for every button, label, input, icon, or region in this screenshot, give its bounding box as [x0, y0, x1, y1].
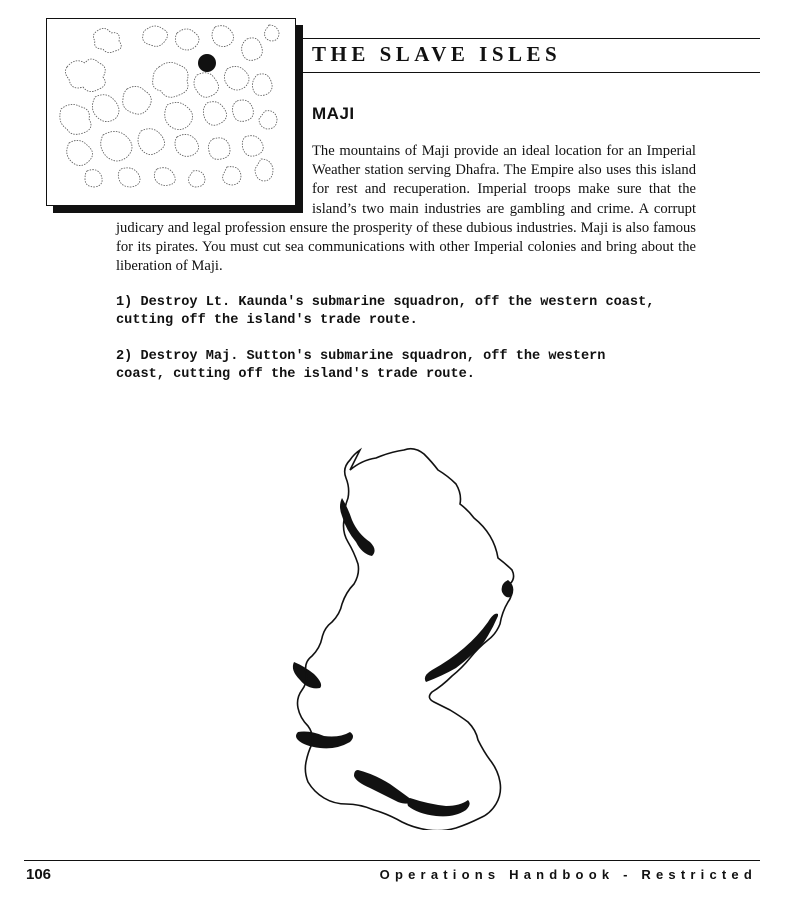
description-text: The mountains of Maji provide an ideal location for an Imperial Weather station serving Dhafra. The Empire also uses this island for rest and recuperation. Imperial troops make sure that the island’s two main industries are gambling and crime. A corrupt judicary and legal profession ensure the prosperity of these dubious industries. Maji is also famous for its pirates. You must cut sea communications with other Imperial colonies and bring about the liberation of Maji. — [116, 143, 696, 275]
maji-island-outline — [280, 440, 540, 830]
footer-rule — [24, 860, 760, 861]
island-name: MAJI — [312, 104, 355, 123]
handbook-label: Operations Handbook - Restricted — [379, 867, 757, 882]
title-rule-bottom — [300, 72, 760, 73]
title-rule-top — [300, 38, 760, 39]
objective-1: 1) Destroy Lt. Kaunda's submarine squadron, off the western coast, cutting off the island's trade route. — [116, 295, 655, 328]
page-number: 106 — [26, 866, 52, 883]
objective-2: 2) Destroy Maj. Sutton's submarine squadron, off the western coast, cutting off the island's trade route. — [116, 349, 606, 382]
text-wrap-spacer — [116, 142, 312, 218]
section-title: THE SLAVE ISLES — [312, 42, 562, 66]
island-map — [280, 440, 540, 835]
island-description — [116, 142, 696, 276]
shaded-coastline — [293, 498, 513, 816]
maji-location-marker — [198, 54, 216, 72]
